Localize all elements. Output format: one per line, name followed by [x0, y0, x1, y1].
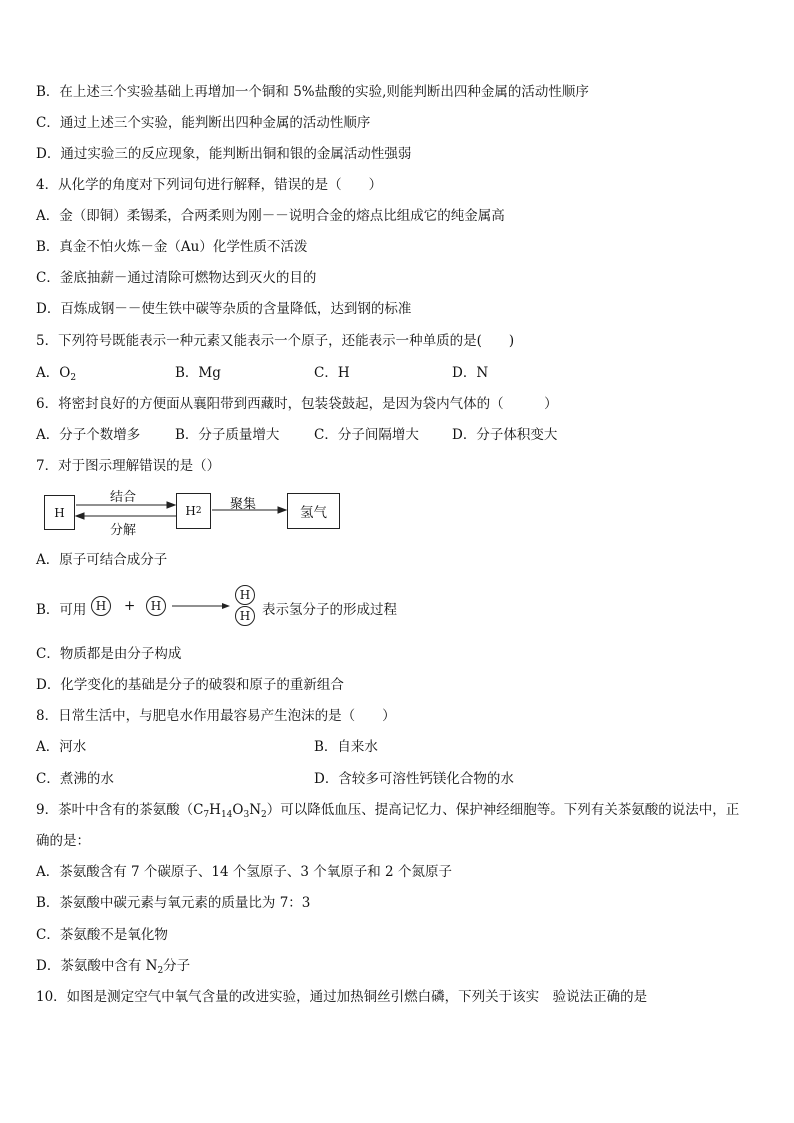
arrow-decompose-head [76, 513, 84, 519]
diagram-arrows [0, 0, 794, 560]
diagram-box-h2-molecule: H 2 [176, 493, 211, 529]
q9-option-d: D．茶氨酸中含有 $N_2$分子 [36, 958, 191, 976]
q4-option-b: B．真金不怕火炼－金（Au）化学性质不活泼 [36, 239, 308, 255]
arrow-gather-head [278, 507, 286, 513]
q7-option-d: D．化学变化的基础是分子的破裂和原子的重新组合 [36, 677, 344, 693]
q7-option-a: A．原子可结合成分子 [36, 552, 168, 568]
q5-stem: 5．下列符号既能表示一种元素又能表示一个原子，还能表示一种单质的是( ) [36, 333, 515, 349]
q4-option-a: A．金（即铜）柔锡柔，合两柔则为刚－－说明合金的熔点比组成它的纯金属高 [36, 208, 505, 224]
q3-option-b: B．在上述三个实验基础上再增加一个铜和 5%盐酸的实验,则能判断出四种金属的活动性顺序 [36, 84, 589, 100]
q6-option-b: B．分子质量增大 [175, 427, 280, 443]
q9-option-a: A．茶氨酸含有 7 个碳原子、14 个氢原子、3 个氧原子和 2 个氮原子 [36, 864, 452, 880]
q7-option-c: C．物质都是由分子构成 [36, 646, 182, 662]
reaction-arrow-icon [170, 600, 232, 612]
q8-stem: 8．日常生活中，与肥皂水作用最容易产生泡沫的是（ ） [36, 708, 396, 724]
q8-option-c: C．煮沸的水 [36, 771, 114, 787]
q6-option-a: A．分子个数增多 [36, 427, 141, 443]
q8-option-d: D．含较多可溶性钙镁化合物的水 [314, 771, 514, 787]
q6-option-c: C．分子间隔增大 [314, 427, 419, 443]
q9-stem: 9．茶叶中含有的茶氨酸$(C_7H_{14}O_3N_2)$可以降低血压、提高记忆力、保护神经细胞等。下列有关茶氨酸的说法中，正 [36, 802, 740, 820]
diagram-label-decompose: 分解 [110, 523, 137, 538]
h2-molecule-bottom-atom-icon: H [235, 606, 255, 626]
q8-option-b: B．自来水 [314, 739, 378, 755]
q7-stem: 7．对于图示理解错误的是（） [36, 458, 221, 474]
q10-stem: 10．如图是测定空气中氧气含量的改进实验，通过加热铜丝引燃白磷，下列关于该实 验说法正确的是 [36, 989, 648, 1005]
q5-option-b: B．Mg [175, 365, 221, 381]
q6-stem: 6．将密封良好的方便面从襄阳带到西藏时，包装袋鼓起，是因为袋内气体的（ ） [36, 396, 558, 412]
q9-option-b: B．茶氨酸中碳元素与氧元素的质量比为 7：3 [36, 895, 311, 911]
q9-stem-line2: 确的是： [36, 833, 90, 849]
h2-molecule-top-atom-icon: H [235, 585, 255, 605]
q5-option-c: C．H [314, 365, 350, 381]
q5-option-a: A．$O_2$ [36, 365, 77, 383]
diagram-label-gather: 聚集 [230, 497, 257, 512]
arrow-combine-head [167, 502, 175, 508]
diagram-label-combine: 结合 [110, 490, 137, 505]
h-atom-icon: H [91, 596, 111, 616]
q8-option-a: A．河水 [36, 739, 87, 755]
q7-option-b-prefix: B．可用 [36, 602, 87, 618]
q5-option-d: D．N [452, 365, 489, 381]
diagram-box-hydrogen-gas: 氢气 [287, 493, 340, 529]
q4-option-d: D．百炼成钢－－使生铁中碳等杂质的含量降低，达到钢的标准 [36, 301, 412, 317]
plus-sign: + [124, 598, 136, 614]
q6-option-d: D．分子体积变大 [452, 427, 558, 443]
q4-stem: 4．从化学的角度对下列词句进行解释，错误的是（ ） [36, 177, 383, 193]
q7-option-b-suffix: 表示氢分子的形成过程 [262, 602, 397, 618]
h-atom-icon: H [146, 596, 166, 616]
q3-option-d: D．通过实验三的反应现象，能判断出铜和银的金属活动性强弱 [36, 146, 412, 162]
diagram-box-h-atom: H [44, 495, 75, 530]
q4-option-c: C．釜底抽薪－通过清除可燃物达到灭火的目的 [36, 270, 317, 286]
q9-option-c: C．茶氨酸不是氧化物 [36, 927, 168, 943]
q3-option-c: C．通过上述三个实验，能判断出四种金属的活动性顺序 [36, 115, 371, 131]
